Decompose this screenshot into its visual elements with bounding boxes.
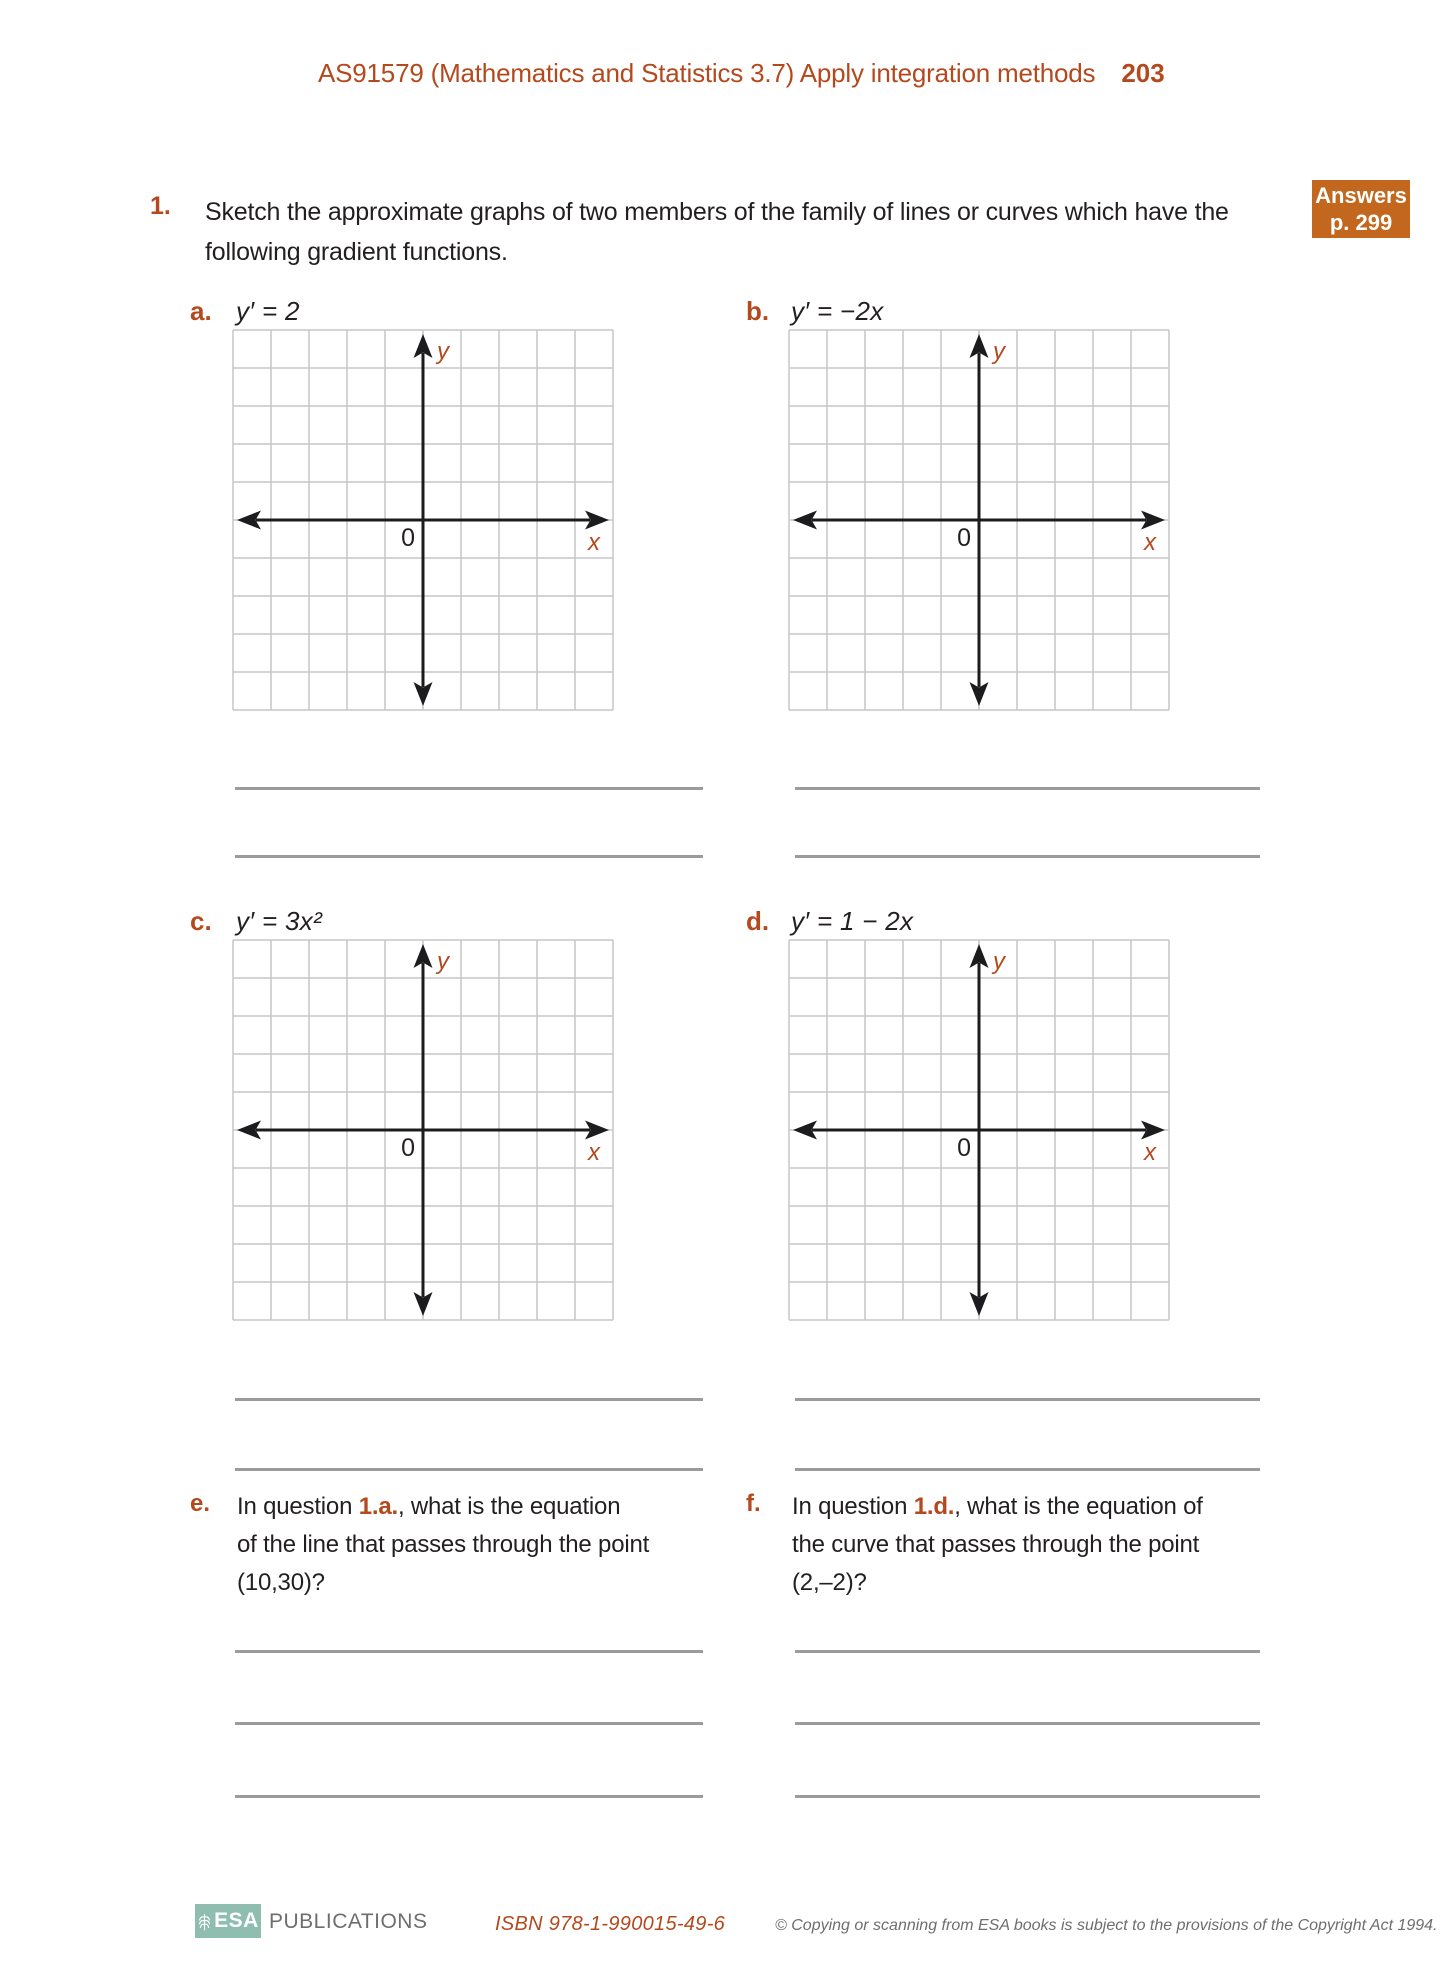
grid-canvas	[788, 329, 1170, 711]
part-f-line1-prefix: In question	[792, 1493, 914, 1520]
x-axis-label: x	[588, 1139, 600, 1166]
esa-logo	[195, 1904, 261, 1938]
answer-line[interactable]	[235, 855, 703, 858]
part-c-equation: y′ = 3x²	[236, 906, 323, 936]
page-number: 203	[1121, 58, 1165, 88]
part-d-label: d.	[746, 906, 770, 936]
answer-line[interactable]	[795, 1650, 1260, 1653]
part-f-text	[792, 1488, 1302, 1602]
y-axis-label: y	[437, 338, 449, 365]
publisher-name: PUBLICATIONS	[269, 1910, 428, 1933]
question-text-line2: following gradient functions.	[205, 238, 508, 266]
part-e-question-ref: 1.a.	[358, 1493, 398, 1520]
grid-canvas	[788, 939, 1170, 1321]
part-b-label: b.	[746, 296, 770, 326]
grid-canvas	[232, 939, 614, 1321]
part-e-line1-suffix: , what is the equation	[397, 1493, 621, 1520]
answer-line[interactable]	[235, 1650, 703, 1653]
question-text	[205, 192, 1345, 272]
y-axis-label: y	[993, 948, 1005, 975]
part-e-text	[237, 1488, 747, 1602]
isbn-text: ISBN 978-1-990015-49-6	[495, 1913, 726, 1935]
coordinate-grid-d[interactable]	[788, 939, 1170, 1321]
fern-icon	[197, 1908, 212, 1935]
answer-line[interactable]	[795, 1722, 1260, 1725]
part-d-equation: y′ = 1 − 2x	[791, 906, 914, 936]
page-title: AS91579 (Mathematics and Statistics 3.7) Apply integration methods	[318, 58, 1096, 88]
question-text-line1: Sketch the approximate graphs of two members of the family of lines or curves which have the	[205, 198, 1229, 226]
answer-line[interactable]	[795, 855, 1260, 858]
y-axis-label: y	[437, 948, 449, 975]
origin-label: 0	[401, 1134, 415, 1162]
copyright-notice: © Copying or scanning from ESA books is subject to the provisions of the Copyright Act 1994.	[775, 1917, 1438, 1934]
esa-logo-text: ESA	[214, 1909, 259, 1932]
page-header	[318, 58, 1165, 89]
answer-line[interactable]	[795, 787, 1260, 790]
answer-line[interactable]	[235, 1468, 703, 1471]
part-e-point: (10,30)?	[237, 1569, 325, 1596]
y-axis-label: y	[993, 338, 1005, 365]
answer-line[interactable]	[235, 1722, 703, 1725]
answer-line[interactable]	[235, 787, 703, 790]
answer-line[interactable]	[235, 1398, 703, 1401]
x-axis-label: x	[1144, 1139, 1156, 1166]
part-f-label: f.	[746, 1490, 761, 1517]
question-number: 1.	[150, 192, 171, 220]
answer-line[interactable]	[795, 1795, 1260, 1798]
part-a-label: a.	[190, 296, 212, 326]
answers-badge-title: Answers	[1315, 183, 1407, 208]
answer-line[interactable]	[235, 1795, 703, 1798]
grid-canvas	[232, 329, 614, 711]
answer-line[interactable]	[795, 1468, 1260, 1471]
part-a-equation: y′ = 2	[236, 296, 300, 326]
x-axis-label: x	[1144, 529, 1156, 556]
part-e-line2: of the line that passes through the point	[237, 1531, 650, 1558]
origin-label: 0	[401, 524, 415, 552]
answers-badge-page: p. 299	[1329, 210, 1393, 235]
part-f-line1-suffix: , what is the equation of	[954, 1493, 1203, 1520]
part-e-label: e.	[190, 1490, 211, 1517]
part-f-question-ref: 1.d.	[913, 1493, 955, 1520]
origin-label: 0	[957, 524, 971, 552]
x-axis-label: x	[588, 529, 600, 556]
part-e-line1-prefix: In question	[237, 1493, 359, 1520]
origin-label: 0	[957, 1134, 971, 1162]
coordinate-grid-b[interactable]	[788, 329, 1170, 711]
part-c-label: c.	[190, 906, 212, 936]
answer-line[interactable]	[795, 1398, 1260, 1401]
coordinate-grid-c[interactable]	[232, 939, 614, 1321]
coordinate-grid-a[interactable]	[232, 329, 614, 711]
part-f-point: (2,–2)?	[792, 1569, 867, 1596]
part-b-equation: y′ = −2x	[791, 296, 884, 326]
part-f-line2: the curve that passes through the point	[792, 1531, 1200, 1558]
